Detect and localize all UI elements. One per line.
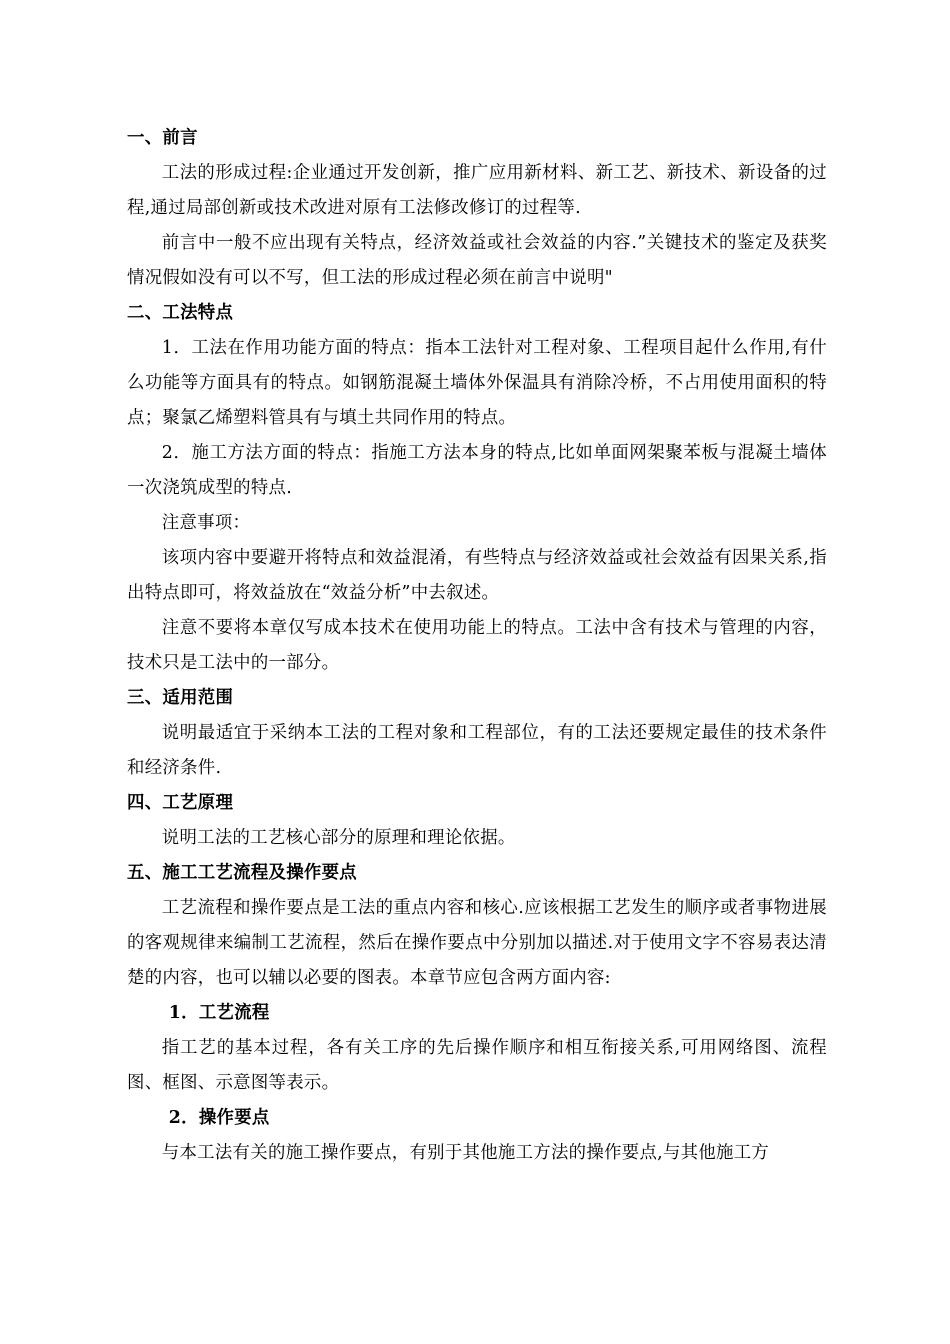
- paragraph: 注意事项：: [161, 513, 251, 533]
- paragraph: 指工艺的基本过程，各有关工序的先后操作顺序和相互衔接关系,可用网络图、流程图、框图、示意图等表示。: [127, 1038, 827, 1093]
- paragraph: 2．施工方法方面的特点：指施工方法本身的特点,比如单面网架聚苯板与混凝土墙体一次浇筑成型的特点.: [127, 443, 827, 498]
- paragraph: 工法的形成过程:企业通过开发创新，推广应用新材料、新工艺、新技术、新设备的过程,通过局部创新或技术改进对原有工法修改修订的过程等.: [127, 163, 827, 218]
- paragraph: 注意不要将本章仅写成本技术在使用功能上的特点。工法中含有技术与管理的内容，技术只是工法中的一部分。: [127, 618, 827, 673]
- subsection-heading-flow: 1．工艺流程: [168, 1003, 270, 1023]
- paragraph: 说明工法的工艺核心部分的原理和理论依据。: [161, 828, 516, 848]
- section-heading-features: 二、工法特点: [127, 303, 234, 323]
- paragraph: 与本工法有关的施工操作要点，有别于其他施工方法的操作要点,与其他施工方: [161, 1143, 770, 1163]
- section-heading-process: 五、施工工艺流程及操作要点: [127, 863, 357, 883]
- section-heading-preface: 一、前言: [127, 128, 198, 148]
- paragraph: 该项内容中要避开将特点和效益混淆，有些特点与经济效益或社会效益有因果关系,指出特点即可，将效益放在“效益分析”中去叙述。: [127, 548, 827, 603]
- subsection-heading-operation: 2．操作要点: [168, 1108, 270, 1128]
- paragraph: 前言中一般不应出现有关特点，经济效益或社会效益的内容.”关键技术的鉴定及获奖情况假如没有可以不写，但工法的形成过程必须在前言中说明": [127, 233, 827, 288]
- paragraph: 说明最适宜于采纳本工法的工程对象和工程部位，有的工法还要规定最佳的技术条件和经济条件.: [127, 723, 827, 778]
- paragraph: 1．工法在作用功能方面的特点：指本工法针对工程对象、工程项目起什么作用,有什么功能等方面具有的特点。如钢筋混凝土墙体外保温具有消除冷桥，不占用使用面积的特点；聚氯乙烯塑料管具有与填土共同作用的特点。: [127, 338, 827, 428]
- paragraph: 工艺流程和操作要点是工法的重点内容和核心.应该根据工艺发生的顺序或者事物进展的客观规律来编制工艺流程，然后在操作要点中分别加以描述.对于使用文字不容易表达清楚的内容，也可以辅以必要的图表。本章节应包含两方面内容:: [127, 898, 827, 988]
- document-page: [127, 121, 827, 1171]
- section-heading-scope: 三、适用范围: [127, 688, 234, 708]
- section-heading-principle: 四、工艺原理: [127, 793, 234, 813]
